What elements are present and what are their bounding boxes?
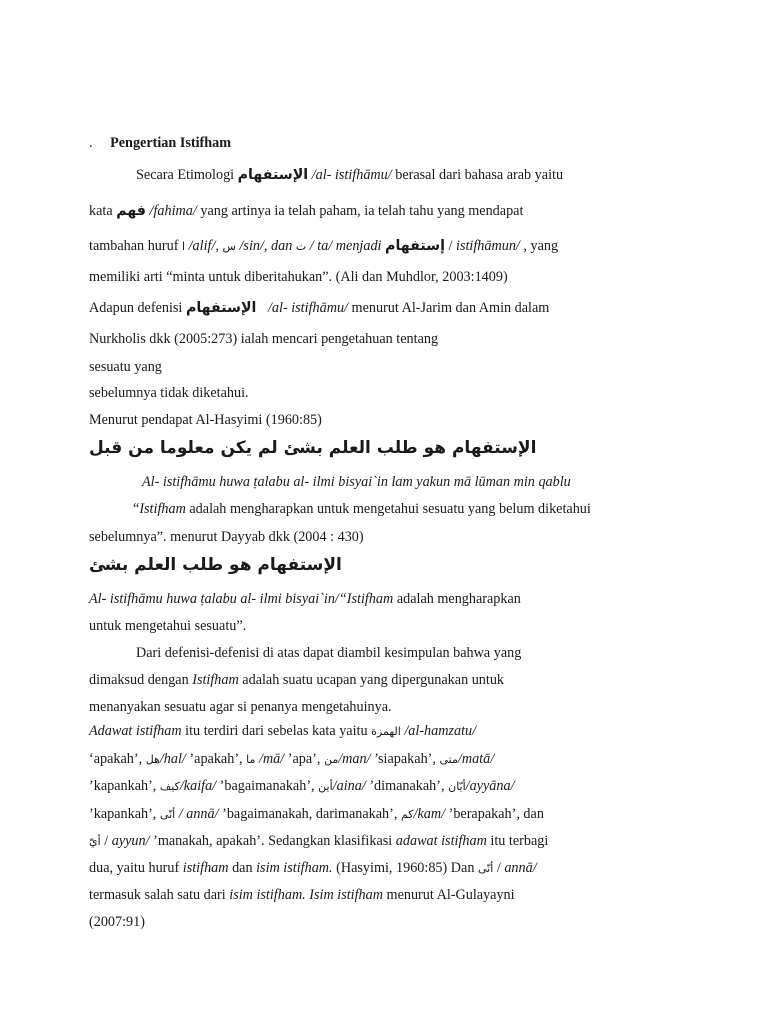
heading-marker: . [89, 135, 93, 151]
p2-line-1: Adapun defenisi الإستفهام /al- istifhāmu/ menurut Al-Jarim dan Amin dalam [89, 300, 550, 316]
p6-line-8: (2007:91) [89, 914, 145, 930]
p5-line-3: menanyakan sesuatu agar si penanya mengetahuinya. [89, 699, 392, 715]
p6-line-5: أيّ / ayyun/ ’manakah, apakah’. Sedangkan klasifikasi adawat istifham itu terbagi [89, 833, 549, 849]
arabic-term: إستفهام [385, 238, 445, 254]
p1-line-4: memiliki arti “minta untuk diberitahukan”. (Ali dan Muhdlor, 2003:1409) [89, 269, 508, 285]
p3-line-1: Menurut pendapat Al-Hasyimi (1960:85) [89, 412, 322, 428]
arabic-quote-2: الإستفهام هو طلب العلم بشئ [89, 555, 342, 575]
p1-line-2: kata فهم /fahima/ yang artinya ia telah paham, ia telah tahu yang mendapat [89, 203, 524, 219]
transliteration-1: Al- istifhāmu huwa ṭalabu al- ilmi bisyai`in lam yakun mā lūman min qablu [142, 474, 571, 490]
p6-line-7: termasuk salah satu dari isim istifham. Isim istifham menurut Al-Gulayayni [89, 887, 515, 903]
p6-line-2: ‘apakah’, هل/hal/ ’apakah’, ما /mā/ ’apa’, من/man/ ’siapakah’, متى/matā/ [89, 751, 495, 767]
arabic-term: فهم [116, 203, 146, 219]
p4-line-2: untuk mengetahui sesuatu”. [89, 618, 247, 634]
p2-line-3: sesuatu yang [89, 359, 162, 375]
p6-line-6: dua, yaitu huruf istifham dan isim istifham. (Hasyimi, 1960:85) Dan أنّى / annā/ [89, 860, 537, 876]
quote-line-2: sebelumnya”. menurut Dayyab dkk (2004 : 430) [89, 529, 364, 545]
arabic-term: الإستفهام [185, 300, 257, 316]
quote-line-1: “Istifham adalah mengharapkan untuk mengetahui sesuatu yang belum diketahui [133, 501, 591, 517]
p2-line-2: Nurkholis dkk (2005:273) ialah mencari pengetahuan tentang [89, 331, 439, 347]
heading-title: Pengertian Istifham [110, 135, 232, 151]
p6-line-4: ’kapankah’, أنّى / annā/ ’bagaimanakah, darimanakah’, كم/kam/ ’berapakah’, dan [89, 806, 544, 822]
p5-line-2: dimaksud dengan Istifham adalah suatu ucapan yang dipergunakan untuk [89, 672, 505, 688]
p4-line-1: Al- istifhāmu huwa ṭalabu al- ilmi bisyai`in/“Istifham adalah mengharapkan [89, 591, 521, 607]
arabic-term: الإستفهام [237, 167, 309, 183]
p6-line-1: Adawat istifham itu terdiri dari sebelas kata yaitu الهمزة /al-hamzatu/ [89, 723, 477, 739]
p2-line-4: sebelumnya tidak diketahui. [89, 385, 249, 401]
p6-line-3: ’kapankah’, كيف/kaifa/ ’bagaimanakah’, أين/aina/ ’dimanakah’, أيّان/ayyāna/ [89, 778, 515, 794]
p5-line-1: Dari defenisi-defenisi di atas dapat diambil kesimpulan bahwa yang [136, 645, 522, 661]
p1-line-3: tambahan huruf ا /alif/, س /sin/, dan ت / ta/ menjadi إستفهام / istifhāmun/ , yang [89, 238, 559, 254]
p1-line-1: Secara Etimologi الإستفهام /al- istifhāmu/ berasal dari bahasa arab yaitu [136, 167, 564, 183]
arabic-quote-1: الإستفهام هو طلب العلم بشئ لم يكن معلوما من قبل [89, 438, 537, 458]
section-heading [89, 134, 231, 152]
